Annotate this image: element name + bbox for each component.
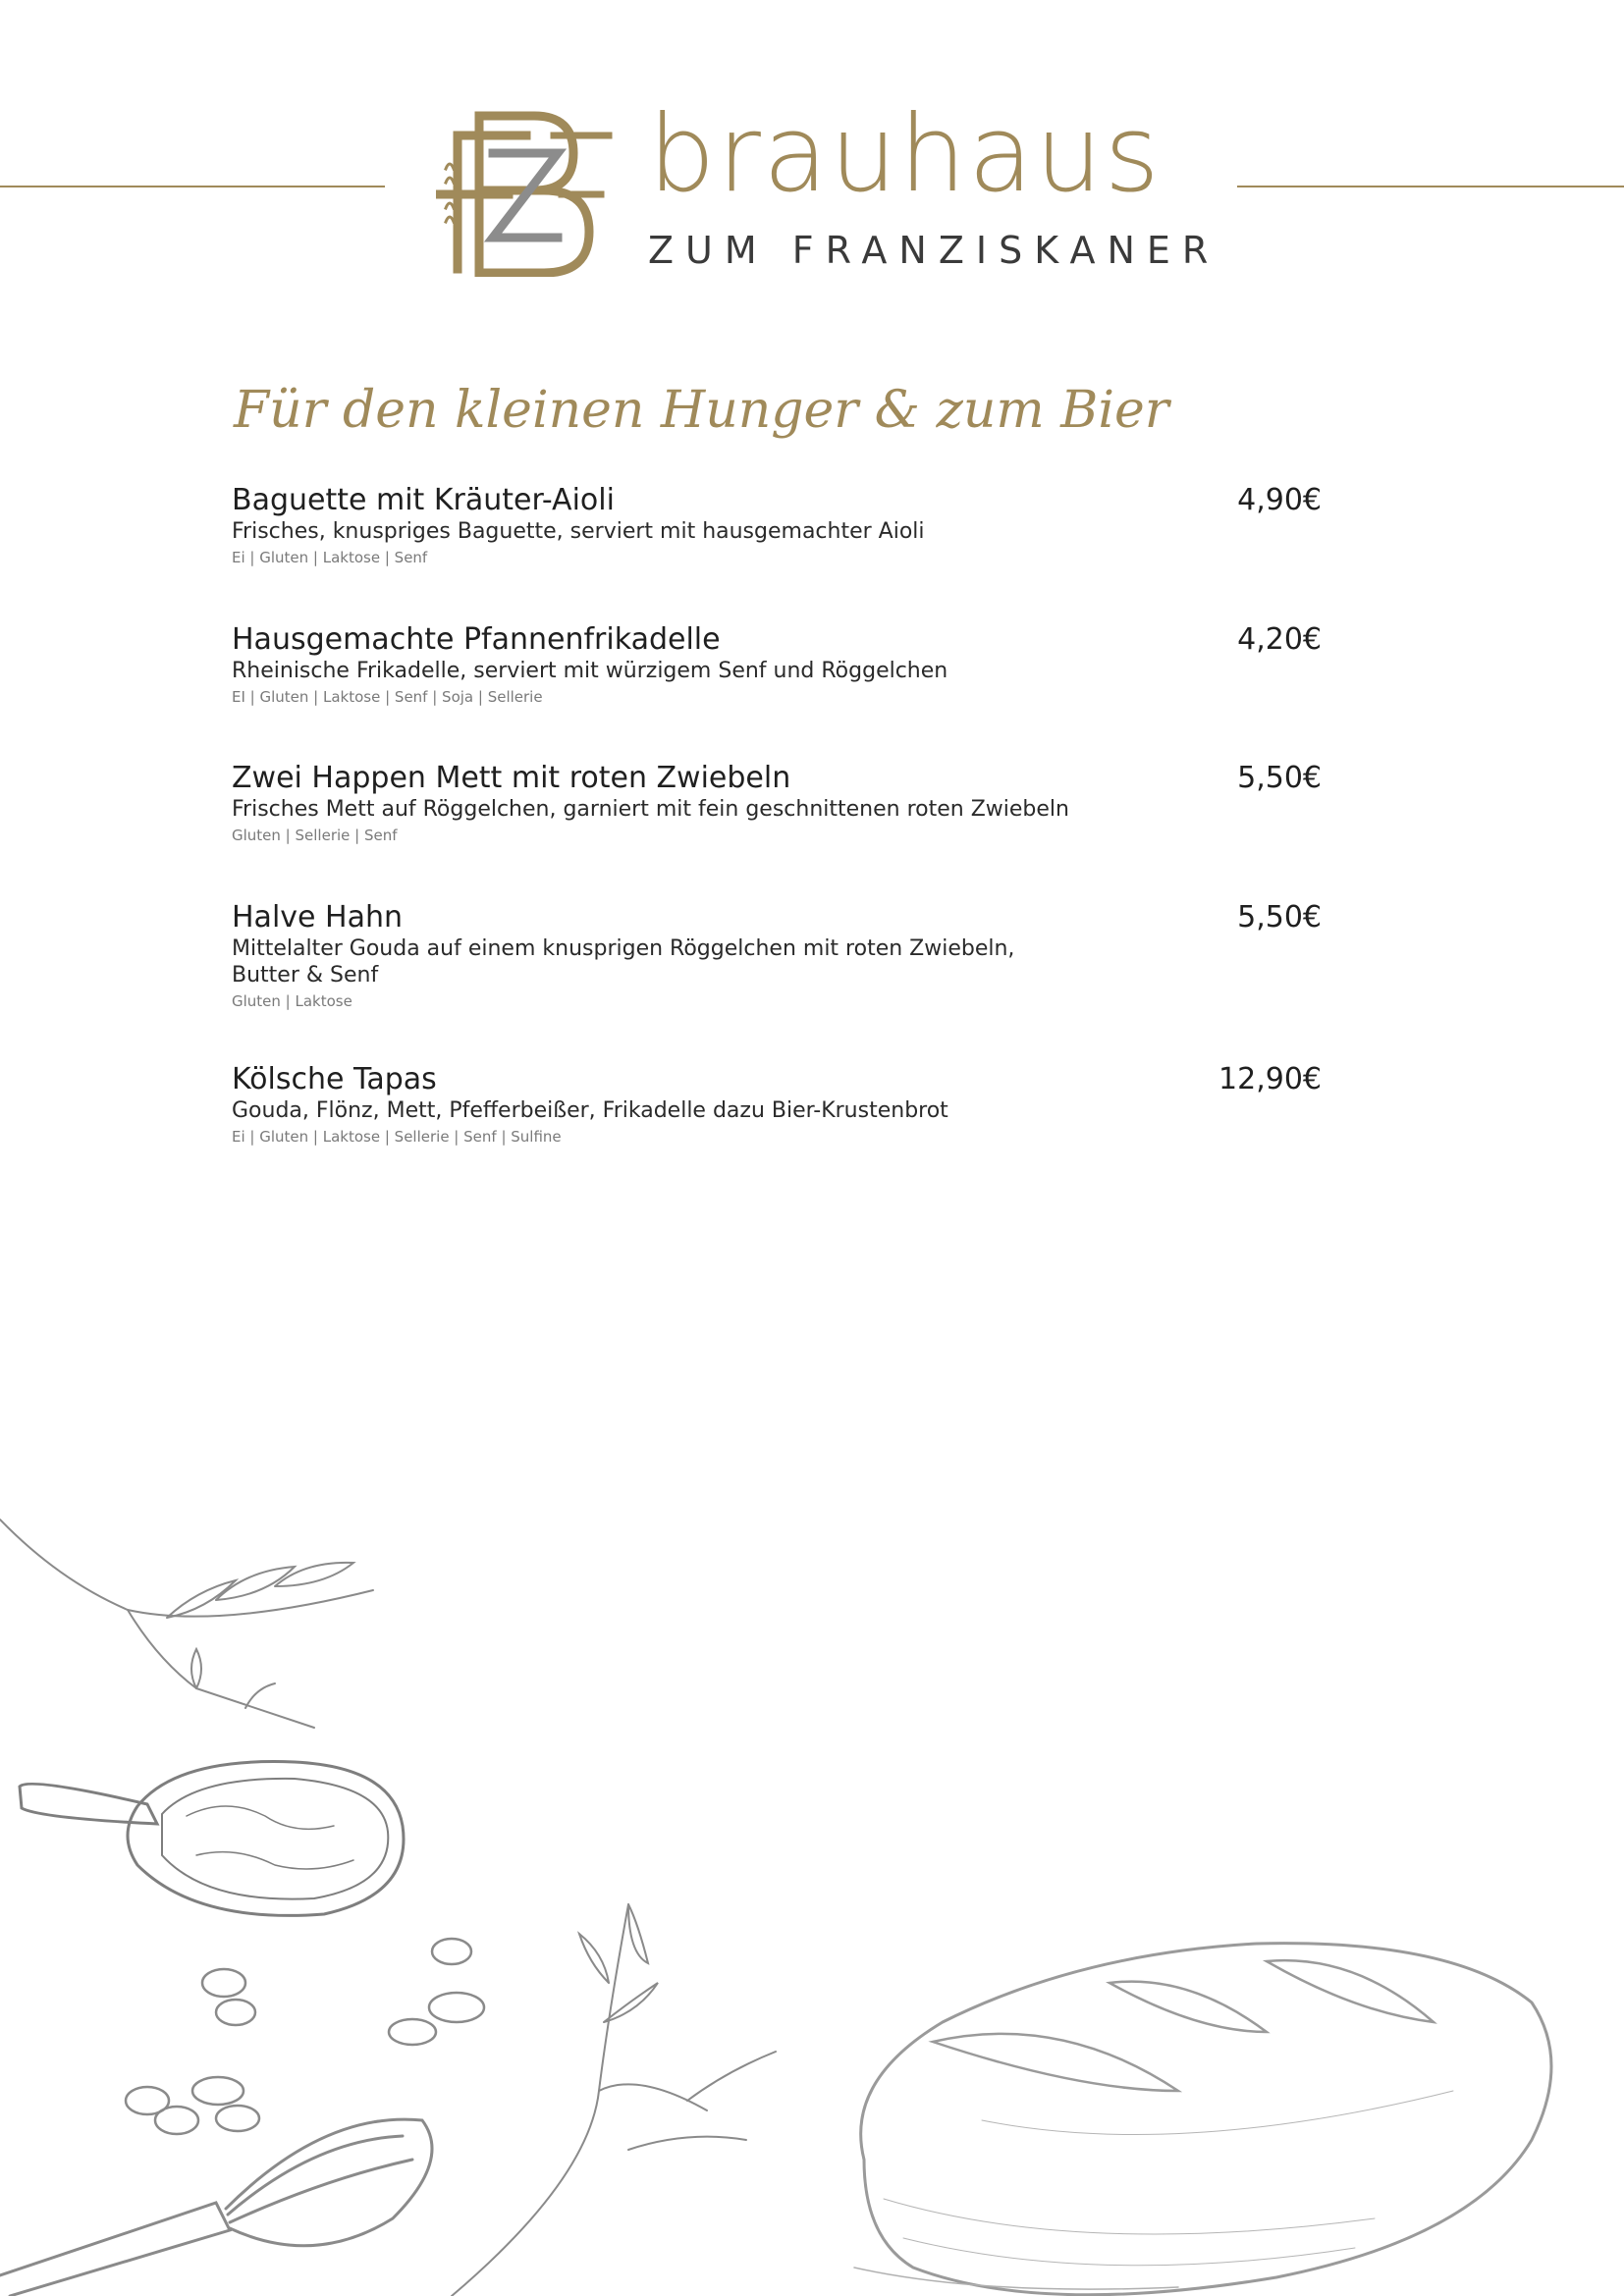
menu-item [232, 900, 1322, 1012]
item-allergens: Gluten | Sellerie | Senf [232, 827, 398, 844]
item-description: Gouda, Flönz, Mett, Pfefferbeißer, Frikadelle dazu Bier-Krustenbrot [232, 1098, 948, 1123]
item-description: Rheinische Frikadelle, serviert mit würzigem Senf und Röggelchen [232, 659, 948, 683]
bzf-monogram-icon [436, 110, 613, 277]
item-name: Kölsche Tapas [232, 1062, 437, 1096]
item-price: 5,50€ [1237, 900, 1322, 934]
item-name: Zwei Happen Mett mit roten Zwiebeln [232, 761, 791, 795]
menu-item [232, 622, 1322, 708]
item-description: Frisches Mett auf Röggelchen, garniert mit fein geschnittenen roten Zwiebeln [232, 797, 1069, 822]
header-rule-right [1237, 186, 1624, 187]
menu-item [232, 483, 1322, 568]
menu-item [232, 1062, 1322, 1148]
brand-subtitle: ZUM FRANZISKANER [648, 229, 1220, 272]
item-price: 4,90€ [1237, 483, 1322, 517]
illustration-area [0, 1512, 1624, 2296]
header-rule-left [0, 186, 385, 187]
menu-item [232, 761, 1322, 846]
section-title: Für den kleinen Hunger & zum Bier [234, 381, 1169, 440]
item-allergens: Ei | Gluten | Laktose | Senf [232, 549, 428, 566]
item-price: 12,90€ [1218, 1062, 1322, 1096]
whisk-icon [0, 2119, 432, 2296]
brand-name: brauhaus [648, 93, 1162, 216]
wheat-icon [0, 1520, 373, 1728]
item-allergens: EI | Gluten | Laktose | Senf | Soja | Sellerie [232, 688, 543, 706]
item-name: Baguette mit Kräuter-Aioli [232, 483, 615, 517]
item-description: Mittelalter Gouda auf einem knusprigen Röggelchen mit roten Zwiebeln, Butter & Senf [232, 936, 1015, 988]
item-price: 4,20€ [1237, 622, 1322, 657]
beans-icon [126, 1939, 484, 2134]
wheat-icon [452, 1904, 776, 2296]
item-name: Hausgemachte Pfannenfrikadelle [232, 622, 721, 657]
item-description: Frisches, knuspriges Baguette, serviert mit hausgemachter Aioli [232, 519, 925, 544]
bread-loaf-icon [854, 1944, 1551, 2295]
item-price: 5,50€ [1237, 761, 1322, 795]
item-allergens: Ei | Gluten | Laktose | Sellerie | Senf | Sulfine [232, 1128, 562, 1146]
item-allergens: Gluten | Laktose [232, 992, 352, 1010]
flour-scoop-icon [20, 1762, 404, 1916]
item-name: Halve Hahn [232, 900, 403, 934]
